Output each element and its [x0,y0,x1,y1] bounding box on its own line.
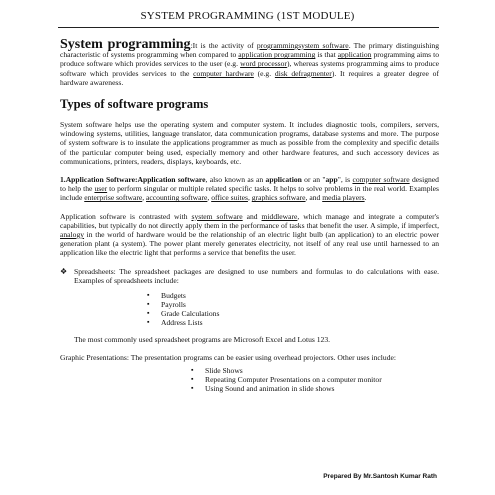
spreadsheets-item [60,267,439,285]
system-software-paragraph: System software helps use the operating system and computer system. It includes diagnostic tools, compilers, servers, windowing systems, utilities, language translator, data communication programs, database systems and more. The purpose of system software is to insulate the applications programmer as much as possible from the complexity and specific details of the particular computer being used, especially memory and other hardware features, and such accessory devices as communications, printers, readers, displays, keyboards, etc. [60,120,439,166]
section-heading-types: Types of software programs [60,97,209,112]
list-item: ▪ Repeating Computer Presentations on a computer monitor [191,375,382,385]
graphic-presentations-text: Graphic Presentations: The presentation programs can be easier using overhead projectors. Other uses include: [60,353,396,363]
intro-paragraph: System programming:It is the activity of programmingsystem software. The primary distinguishing characteristic of systems programming when compared to application programming is that application programming aims to produce software which provides services to the user (e.g. word processor), whereas systems programming aims to produce software which provides services to the computer hardware (e.g. disk defragmenter). It requires a greater degree of hardware awareness. [60,37,440,87]
link-application-programming[interactable]: application programming [238,50,316,60]
link-programming-system-software[interactable]: programmingsystem software [256,41,349,50]
page-footer: Prepared By Mr.Santosh Kumar Rath [323,473,437,480]
square-bullet-icon: ▪ [191,384,194,393]
spreadsheet-examples-list [60,291,439,327]
presentation-uses-list [60,366,439,393]
list-item: ▪ Budgets [147,291,186,301]
common-spreadsheets-text: The most commonly used spreadsheet programs are Microsoft Excel and Lotus 123. [74,335,331,345]
square-bullet-icon: ▪ [191,366,194,375]
link-analogy[interactable]: analogy [60,230,85,240]
link-enterprise-software[interactable]: enterprise software [84,193,143,203]
square-bullet-icon: ▪ [147,309,150,318]
link-computer-hardware[interactable]: computer hardware [193,68,254,78]
page-content [60,37,440,394]
link-disk-defragmenter[interactable]: disk defragmenter [274,68,332,78]
diamond-bullet-icon: ❖ [60,266,68,276]
list-item: ▪ Address Lists [147,318,203,328]
spreadsheets-text: Spreadsheets: The spreadsheet packages are designed to use numbers and formulas to do calculations with ease. Examples of spreadsheets include: [74,266,439,285]
application-software-paragraph: 1.Application Software:Application software, also known as an application or an "app", is computer software designed to help the user to perform singular or multiple related specific tasks. It helps to solve problems in the real world. Examples include enterprise software, accounting software, office suites, graphics software, and media players. [60,175,440,203]
application-software-lead: 1.Application Software:Application software [60,175,206,185]
square-bullet-icon: ▪ [147,291,150,300]
link-user[interactable]: user [94,184,108,194]
link-graphics-software[interactable]: graphics software [251,193,306,203]
page-header: SYSTEM PROGRAMMING (1ST MODULE) [140,10,355,22]
link-media-players[interactable]: media players [322,193,365,203]
contrast-paragraph: Application software is contrasted with system software and middleware, which manage and integrate a computer's capabilities, but typically do not directly apply them in the performance of tasks that benefit the user. A simple, if imperfect, analogy in the world of hardware would be the relationship of an electric light bulb (an application) to an electric power generation plant (a system). The power plant merely generates electricity, not itself of any real use until harnessed to an application like the electric light that performs a service that benefits the user. [60,211,440,258]
link-system-software[interactable]: system software [191,211,243,221]
link-word-processor[interactable]: word processor [240,59,287,69]
square-bullet-icon: ▪ [147,300,150,309]
list-item: ▪ Payrolls [147,300,186,310]
square-bullet-icon: ▪ [191,375,194,384]
link-middleware[interactable]: middleware [261,211,298,221]
intro-lead: System programming [60,37,191,52]
link-application[interactable]: application [337,50,372,60]
list-item: ▪ Slide Shows [191,366,243,376]
square-bullet-icon: ▪ [147,318,150,327]
list-item: ▪ Grade Calculations [147,309,220,319]
header-divider [58,27,439,28]
link-computer-software[interactable]: computer software [352,175,410,185]
list-item: ▪ Using Sound and animation in slide shows [191,384,335,394]
link-office-suites[interactable]: office suites [211,193,248,203]
link-accounting-software[interactable]: accounting software [146,193,208,203]
